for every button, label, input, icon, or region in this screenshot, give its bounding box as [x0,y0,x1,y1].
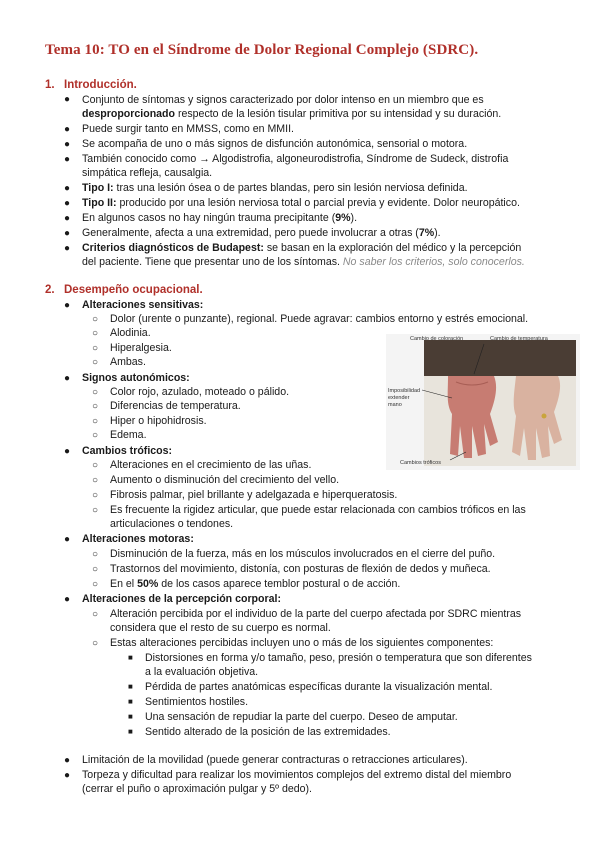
subheading-autonomicos: Signos autonómicos: [82,372,190,384]
bullet-square-icon: ■ [128,653,133,662]
bullet-circle-icon: ○ [92,490,99,501]
list-item: Hiper o hipohidrosis. [110,415,207,427]
list-item: Una sensación de repudiar la parte del cuerpo. Deseo de amputar. [145,711,458,723]
list-item: Diferencias de temperatura. [110,400,241,412]
list-item: Se acompaña de uno o más signos de disfunción autonómica, sensorial o motora. [82,138,468,150]
bullet-circle-icon: ○ [92,638,99,649]
figure-label: mano [388,402,402,408]
list-item: Distorsiones en forma y/o tamaño, peso, presión o temperatura que son diferentes [145,652,532,664]
list-item-continuation: articulaciones o tendones. [110,518,234,530]
bullet-icon: ● [64,198,71,209]
list-item-continuation: a la evaluación objetiva. [145,666,259,678]
bullet-circle-icon: ○ [92,416,99,427]
bullet-circle-icon: ○ [92,430,99,441]
list-item [82,241,554,256]
text: En el [110,578,138,590]
bold-text: Tipo II: [82,197,117,209]
note-text: No saber los criterios, solo conocerlos. [342,256,525,268]
bullet-circle-icon: ○ [92,579,99,590]
bullet-icon: ● [64,183,71,194]
list-item: Fibrosis palmar, piel brillante y adelgazada e hiperqueratosis. [110,489,398,501]
text: Generalmente, afecta a una extremidad, pero puede involucrar a otras ( [82,227,419,239]
hands-photo [386,334,580,470]
bullet-square-icon: ■ [128,712,133,721]
list-item-continuation [82,107,554,122]
list-item: Torpeza y dificultad para realizar los movimientos complejos del extremo distal del miembro [82,769,512,781]
list-item [82,211,357,226]
bullet-icon: ● [64,373,71,384]
list-item: Limitación de la movilidad (puede generar contracturas o retracciones articulares). [82,754,468,766]
bullet-icon: ● [64,154,71,165]
list-item [110,577,400,592]
list-item: Alteración percibida por el individuo de la parte del cuerpo afectada por SDRC mientras [110,608,522,620]
text: producido por una lesión nerviosa total o parcial previa y evidente. Dolor neuropático. [116,197,520,209]
bullet-circle-icon: ○ [92,328,99,339]
bold-text: 7% [418,227,435,239]
bullet-circle-icon: ○ [92,609,99,620]
bullet-circle-icon: ○ [92,475,99,486]
bullet-icon: ● [64,300,71,311]
list-item: Hiperalgesia. [110,342,172,354]
bold-text: desproporcionado [82,108,175,120]
list-item: Dolor (urente o punzante), regional. Puede agravar: cambios entorno y estrés emocional. [110,313,529,325]
section-title: Desempeño ocupacional. [64,284,203,296]
list-item [82,196,520,211]
bullet-icon: ● [64,243,71,254]
list-item: Color rojo, azulado, moteado o pálido. [110,386,290,398]
section-number: 1. [45,79,55,91]
bold-text: 50% [137,578,159,590]
bullet-icon: ● [64,534,71,545]
subheading-sensitivas: Alteraciones sensitivas: [82,299,204,311]
bullet-icon: ● [64,213,71,224]
list-item: Estas alteraciones percibidas incluyen uno o más de los siguientes componentes: [110,637,494,649]
list-item: Pérdida de partes anatómicas específicas durante la visualización mental. [145,681,493,693]
list-item: Aumento o disminución del crecimiento del vello. [110,474,340,486]
bullet-icon: ● [64,770,71,781]
list-item: También conocido como → Algodistrofia, algoneurodistrofia, Síndrome de Sudeck, distrofia [82,153,509,165]
text: se basan en la exploración del médico y la percepción [263,242,522,254]
list-item-continuation [82,255,525,270]
bullet-circle-icon: ○ [92,343,99,354]
section-heading-desempeno [45,284,203,296]
bold-text: Tipo I: [82,182,114,194]
subheading-percepcion: Alteraciones de la percepción corporal: [82,593,281,605]
bullet-icon: ● [64,94,71,105]
section-heading-introduccion [45,79,137,91]
text: ). [350,212,358,224]
list-item-continuation: considera que el resto de su cuerpo es normal. [110,622,331,634]
list-item: Es frecuente la rigidez articular, que puede estar relacionada con cambios tróficos en las [110,504,526,516]
text: de los casos aparece temblor postural o de acción. [158,578,401,590]
list-item: Disminución de la fuerza, más en los músculos involucrados en el cierre del puño. [110,548,496,560]
figure-label: Cambio de coloración [410,336,464,342]
bullet-square-icon: ■ [128,682,133,691]
list-item: Conjunto de síntomas y signos caracterizado por dolor intenso en un miembro que es [82,94,484,106]
bullet-circle-icon: ○ [92,401,99,412]
list-item: Alteraciones en el crecimiento de las uñas. [110,459,312,471]
bullet-icon: ● [64,755,71,766]
section-title: Introducción. [64,79,137,91]
text: del paciente. Tiene que presentar uno de los síntomas. [82,256,340,268]
bullet-circle-icon: ○ [92,505,99,516]
list-item: Alodinia. [110,327,151,339]
figure-label: Cambio de temperatura [490,336,548,342]
list-item [82,181,468,196]
text: tras una lesión ósea o de partes blandas, pero sin lesión nerviosa definida. [113,182,468,194]
subheading-motoras: Alteraciones motoras: [82,533,194,545]
bullet-circle-icon: ○ [92,549,99,560]
list-item: Edema. [110,429,147,441]
bullet-icon: ● [64,139,71,150]
list-item: Trastornos del movimiento, distonía, con posturas de flexión de dedos y muñeca. [110,563,491,575]
bold-text: 9% [335,212,351,224]
hands-figure [386,334,580,470]
bullet-icon: ● [64,446,71,457]
list-item [82,226,441,241]
page-title: Tema 10: TO en el Síndrome de Dolor Regional Complejo (SDRC). [45,42,479,58]
bullet-icon: ● [64,594,71,605]
subheading-troficos: Cambios tróficos: [82,445,173,457]
list-item-continuation: (cerrar el puño o aproximación pulgar y 5º dedo). [82,783,312,795]
bullet-circle-icon: ○ [92,357,99,368]
bullet-circle-icon: ○ [92,314,99,325]
figure-label: Cambios tróficos [400,460,441,466]
bullet-circle-icon: ○ [92,387,99,398]
bullet-square-icon: ■ [128,697,133,706]
bullet-square-icon: ■ [128,727,133,736]
text: respecto de la lesión tisular primitiva por su intensidad y su duración. [175,108,502,120]
bullet-icon: ● [64,124,71,135]
bullet-circle-icon: ○ [92,564,99,575]
section-number: 2. [45,284,55,296]
text: En algunos casos no hay ningún trauma precipitante ( [82,212,336,224]
bullet-icon: ● [64,228,71,239]
list-item: Ambas. [110,356,146,368]
list-item: Sentido alterado de la posición de las extremidades. [145,726,391,738]
figure-label: extender [388,395,410,401]
bold-text: Criterios diagnósticos de Budapest: [82,242,264,254]
list-item: Sentimientos hostiles. [145,696,249,708]
text: ). [434,227,441,239]
bullet-circle-icon: ○ [92,460,99,471]
list-item: Puede surgir tanto en MMSS, como en MMII. [82,123,294,135]
figure-label: Imposibilidad [388,388,421,394]
list-item-continuation: simpática refleja, causalgia. [82,167,213,179]
